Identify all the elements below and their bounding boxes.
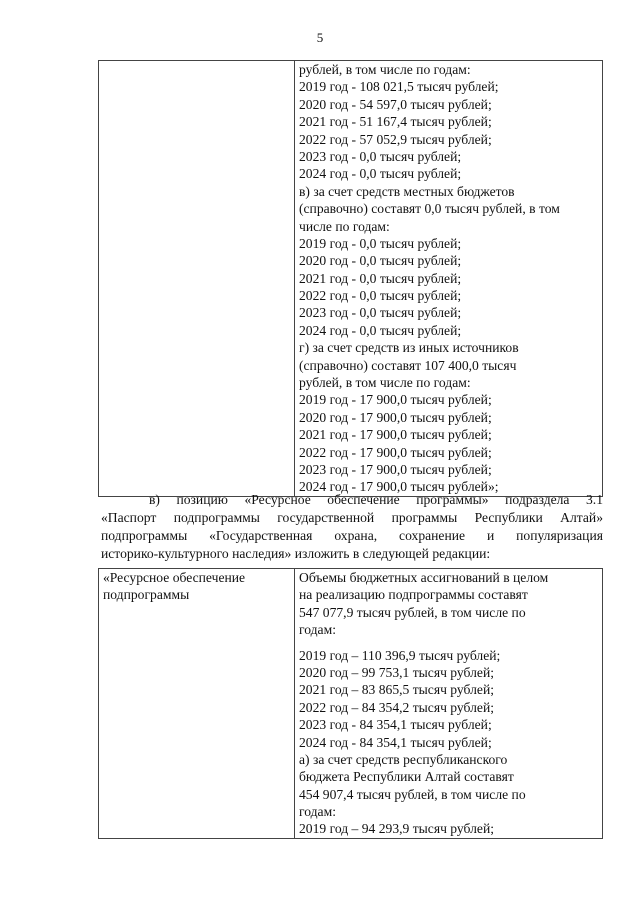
text-line: 2020 год - 0,0 тысяч рублей; — [299, 253, 462, 269]
text-line: (справочно) составят 107 400,0 тысяч — [299, 357, 517, 373]
text-line: 2024 год - 0,0 тысяч рублей; — [299, 322, 462, 338]
table-row — [99, 61, 603, 497]
text-line: Объемы бюджетных ассигнований в целом — [299, 570, 549, 585]
funding-lines — [299, 61, 598, 496]
page-number: 5 — [316, 30, 324, 45]
text-line: 2022 год - 17 900,0 тысяч рублей; — [299, 444, 492, 460]
text-line: г) за счет средств из иных источников — [299, 340, 519, 356]
text-line: 2019 год - 0,0 тысяч рублей; — [299, 235, 462, 251]
text-line: рублей, в том числе по годам: — [299, 375, 471, 391]
paragraph-line: подпрограммы «Государственная охрана, сохранение и популяризация — [101, 528, 603, 543]
text-line: 2019 год – 94 293,9 тысяч рублей; — [299, 821, 494, 837]
amendment-paragraph — [101, 491, 603, 563]
text-line: бюджета Республики Алтай составят — [299, 769, 514, 785]
text-line: 2023 год - 84 354,1 тысяч рублей; — [299, 717, 492, 733]
text-line: годам: — [299, 804, 336, 820]
text-line: 2024 год - 84 354,1 тысяч рублей; — [299, 734, 492, 750]
text-line: 2022 год - 57 052,9 тысяч рублей; — [299, 131, 492, 147]
text-line: 2021 год - 0,0 тысяч рублей; — [299, 270, 462, 286]
text-line: 2022 год – 84 354,2 тысяч рублей; — [299, 699, 494, 715]
table-left-cell — [99, 61, 295, 497]
funding-lines — [299, 647, 598, 838]
text-line: 2019 год - 17 900,0 тысяч рублей; — [299, 392, 492, 408]
text-line: 2020 год - 54 597,0 тысяч рублей; — [299, 96, 492, 112]
text-line: 2023 год - 17 900,0 тысяч рублей; — [299, 461, 492, 477]
text-line: 547 077,9 тысяч рублей, в том числе по — [299, 604, 526, 620]
text-line: на реализацию подпрограммы составят — [299, 587, 528, 603]
text-line: в) за счет средств местных бюджетов — [299, 183, 515, 199]
text-line: 2021 год – 83 865,5 тысяч рублей; — [299, 682, 494, 698]
text-line: рублей, в том числе по годам: — [299, 62, 471, 77]
text-line: 2022 год - 0,0 тысяч рублей; — [299, 288, 462, 304]
funding-summary — [299, 569, 598, 639]
text-line: 454 907,4 тысяч рублей, в том числе по — [299, 786, 526, 802]
table-row — [99, 569, 603, 839]
position-label — [103, 569, 290, 604]
table-right-cell — [295, 569, 603, 839]
text-line: а) за счет средств республиканского — [299, 751, 508, 767]
text-line: 2024 год - 0,0 тысяч рублей; — [299, 166, 462, 182]
paragraph-line: в) позицию «Ресурсное обеспечение программы» подраздела 3.1 — [149, 492, 603, 507]
text-line: годам: — [299, 622, 336, 638]
table-left-cell — [99, 569, 295, 839]
text-line: числе по годам: — [299, 218, 390, 234]
text-line: 2020 год - 17 900,0 тысяч рублей; — [299, 409, 492, 425]
text-line: (справочно) составят 0,0 тысяч рублей, в том — [299, 201, 560, 217]
text-line: 2023 год - 0,0 тысяч рублей; — [299, 305, 462, 321]
text-line: подпрограммы — [103, 587, 190, 603]
table-right-cell — [295, 61, 603, 497]
text-line: «Ресурсное обеспечение — [103, 570, 246, 585]
text-line: 2019 год - 108 021,5 тысяч рублей; — [299, 79, 499, 95]
text-line: 2020 год – 99 753,1 тысяч рублей; — [299, 664, 494, 680]
text-line: 2024 год - 17 900,0 тысяч рублей»; — [299, 479, 499, 495]
text-line: 2023 год - 0,0 тысяч рублей; — [299, 148, 462, 164]
paragraph-line: историко-культурного наследия» изложить в следующей редакции: — [101, 546, 491, 561]
funding-table-continued — [98, 60, 603, 497]
resource-provision-table — [98, 568, 603, 839]
paragraph-line: «Паспорт подпрограммы государственной программы Республики Алтай» — [101, 510, 603, 525]
text-line: 2019 год – 110 396,9 тысяч рублей; — [299, 647, 501, 663]
text-line: 2021 год - 51 167,4 тысяч рублей; — [299, 114, 492, 130]
text-line: 2021 год - 17 900,0 тысяч рублей; — [299, 427, 492, 443]
